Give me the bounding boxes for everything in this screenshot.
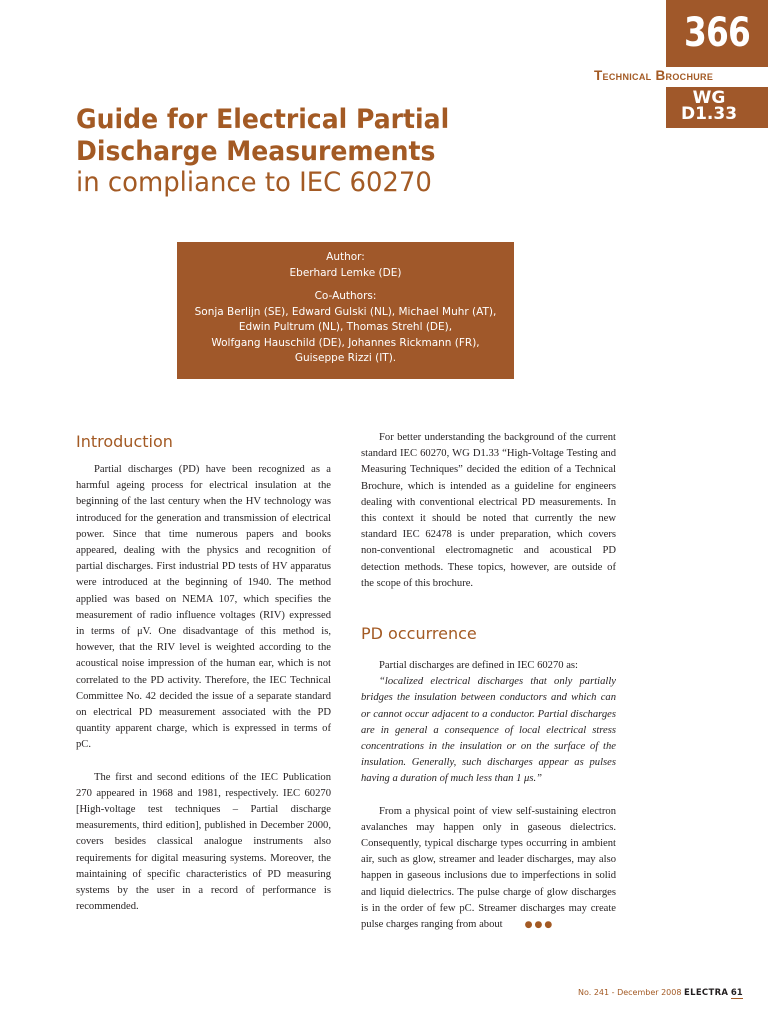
brochure-number-tab (666, 0, 768, 128)
pd-occurrence-heading: PD occurrence (361, 624, 477, 643)
left-column (76, 462, 331, 915)
brochure-number: 366 (683, 10, 751, 56)
pd-paragraph-2-text: From a physical point of view self-sustaining electron avalanches may happen only in gaseous dielectrics. Consequently, typical discharge types occurring in ambient air, such as glow, streamer and leader discharges, may also happen in gaseous inclusions due to imperfections in solid and liquid dielectrics. The pulse charge of glow discharges is in the order of few pC. Streamer discharges may create pulse charges ranging from about (361, 805, 616, 931)
wg-id: D1.33 (680, 104, 738, 124)
pd-occurrence-section (361, 658, 616, 933)
coauthors-line: Sonja Berlijn (SE), Edward Gulski (NL), Michael Muhr (AT), (194, 305, 497, 318)
coauthors-line: Wolfgang Hauschild (DE), Johannes Rickmann (FR), (211, 336, 480, 349)
continue-marker-icon: ●●● (524, 920, 555, 931)
wg-label: WG (692, 88, 726, 108)
magazine-name: ELECTRA (684, 988, 729, 998)
pd-paragraph-1: Partial discharges are defined in IEC 60270 as: (379, 660, 578, 671)
pd-definition-quote: “localized electrical discharges that only partially bridges the insulation between conductors and which can or cannot occur adjacent to a conductor. Partial discharges are in general a consequence of local electrical stress concentrations in the insulation or on the surface of the insulation. Generally, such discharges appear as pulses having a duration of much less than 1 μs.” (361, 676, 616, 785)
technical-brochure-label: Technical Brochure (594, 68, 714, 83)
intro-paragraph-1: Partial discharges (PD) have been recognized as a harmful ageing process for electrical insulation at the beginning of the last century when the HV technology was introduced for the generation and transmission of electrical power. Since that time numerous papers and books appeared, dealing with the physics and recognition of partial discharges. First industrial PD tests of HV apparatus were introduced at the beginning of 1940. The method applied was based on NEMA 107, which specifies the measurement of radio influence voltages (RIV) expressed in terms of μV. One disadvantage of this method is, however, that the RIV level is weighted according to the acoustical noise impression of the human ear, which is not correlated to the PD activity. Therefore, the IEC Technical Committee No. 42 decided the issue of a separate standard on electrical PD measurement associated with the PD quantity apparent charge, which is expressed in terms of pC. (76, 464, 331, 751)
title-line-1: Guide for Electrical Partial (76, 104, 450, 135)
author-box (177, 242, 514, 379)
coauthors-line: Guiseppe Rizzi (IT). (294, 352, 397, 364)
author-label: Author: (326, 251, 365, 263)
introduction-heading: Introduction (76, 432, 173, 451)
page-number: 61 (730, 988, 743, 998)
right-column (361, 430, 616, 592)
title-line-2: Discharge Measurements (76, 136, 436, 167)
intro-paragraph-3: For better understanding the background of the current standard IEC 60270, WG D1.33 “High-Voltage Testing and Measuring Techniques” decided the edition of a Technical Brochure, which is intended as a guideline for engineers dealing with conventional electrical PD measurements. In this context it should be noted that currently the new standard IEC 62478 is under preparation, which covers non-conventional electromagnetic and acoustical PD detection methods. These topics, however, are outside of the scope of this brochure. (361, 432, 616, 589)
page-footer (578, 988, 768, 998)
author-name: Eberhard Lemke (DE) (289, 266, 402, 279)
pd-paragraph-2 (361, 804, 616, 934)
issue-info: No. 241 - December 2008 (578, 988, 682, 997)
intro-paragraph-2: The first and second editions of the IEC Publication 270 appeared in 1968 and 1981, respectively. IEC 60270 [High-voltage test techniques – Partial discharge measurements, third edition], published in December 2000, covers besides classical analogue instruments also requirements for digital measuring systems. Moreover, the maintaining of specific characteristics of PD measuring systems by the user in a record of performance is recommended. (76, 771, 331, 913)
coauthors-label: Co-Authors: (314, 290, 377, 302)
coauthors-line: Edwin Pultrum (NL), Thomas Strehl (DE), (238, 321, 453, 333)
title-line-3: in compliance to IEC 60270 (76, 167, 432, 198)
working-group-label (666, 90, 752, 122)
